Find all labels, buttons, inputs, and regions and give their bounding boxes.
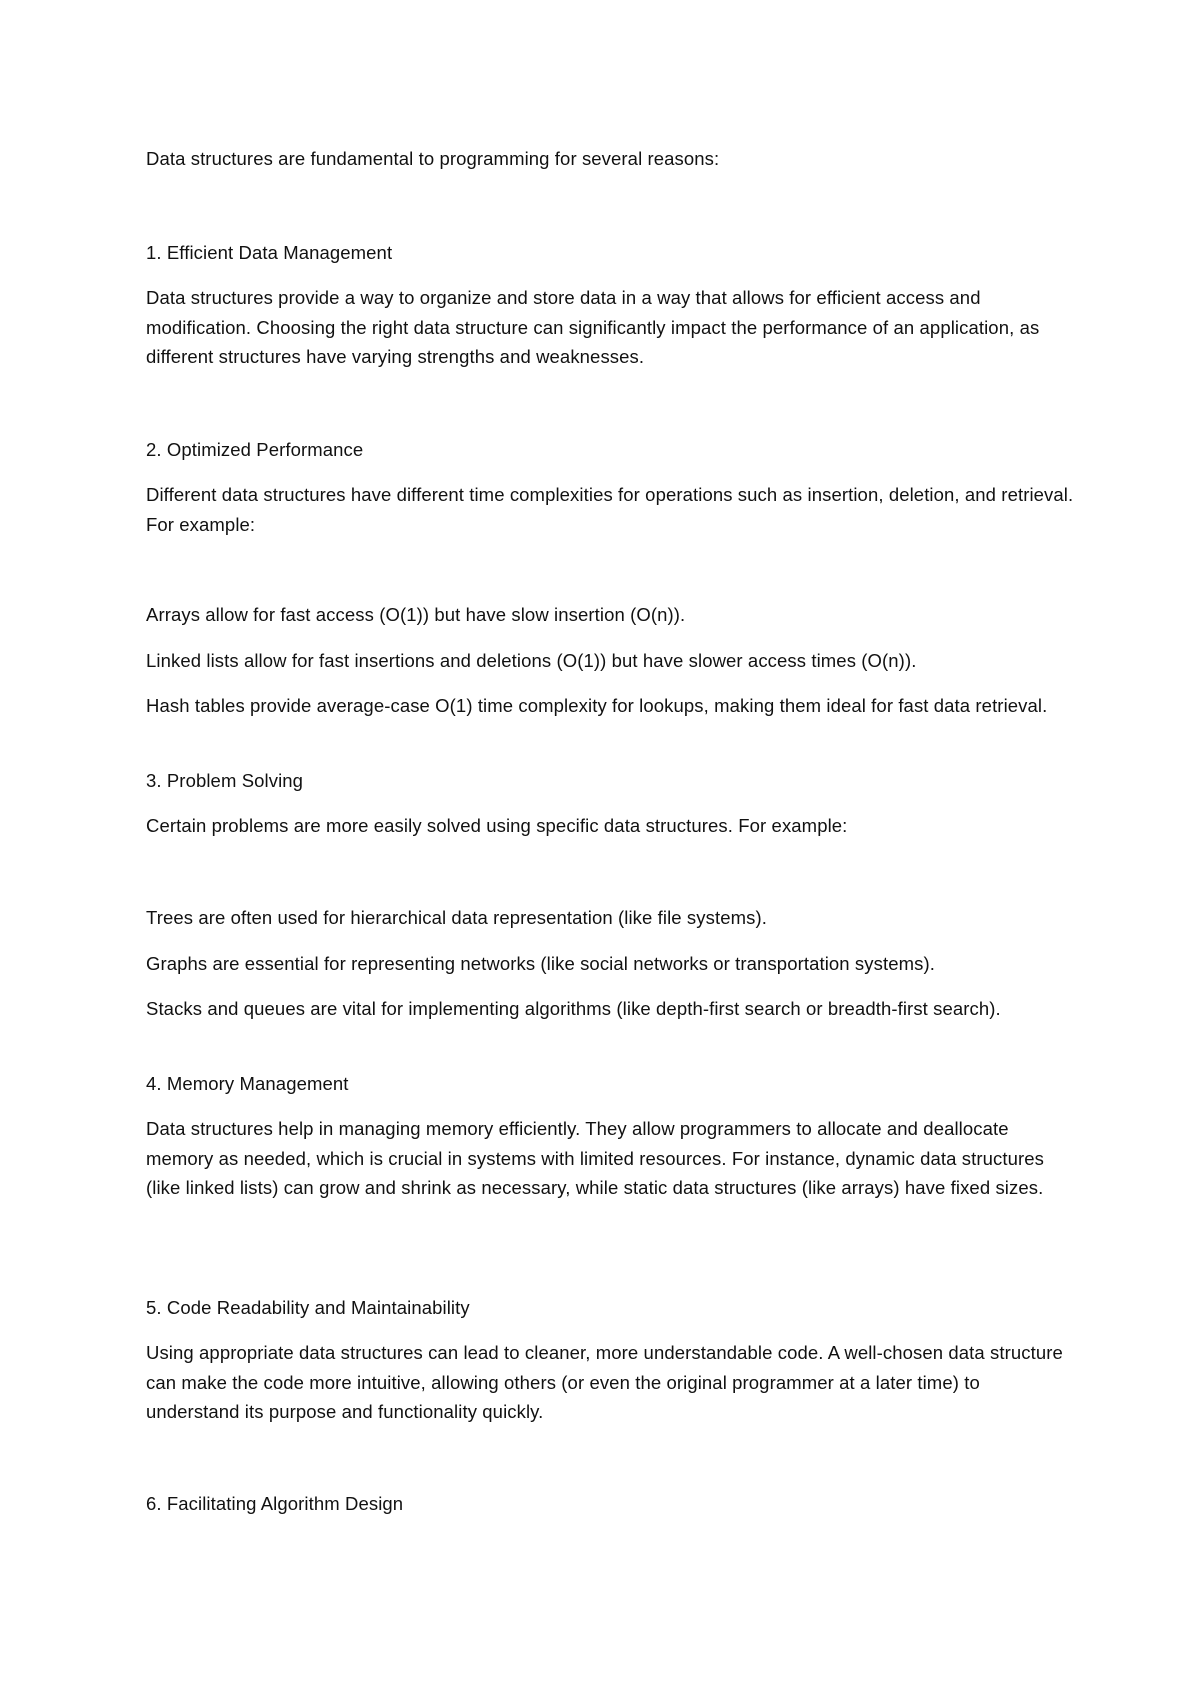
list-item: Graphs are essential for representing networks (like social networks or transportation systems). <box>146 953 935 974</box>
intro-paragraph: Data structures are fundamental to programming for several reasons: <box>146 148 720 169</box>
section-heading-facilitating-algorithm-design: 6. Facilitating Algorithm Design <box>146 1493 404 1514</box>
list-item: Linked lists allow for fast insertions and deletions (O(1)) but have slower access times (O(n)). <box>146 650 917 671</box>
section-heading-optimized-performance: 2. Optimized Performance <box>146 439 364 460</box>
list-item: Trees are often used for hierarchical data representation (like file systems). <box>146 907 767 928</box>
list-item: Hash tables provide average-case O(1) time complexity for lookups, making them ideal for fast data retrieval. <box>146 695 1048 716</box>
section-paragraph: Different data structures have different time complexities for operations such as insertion, deletion, and retrieval. For example: <box>146 484 1074 535</box>
section-paragraph: Certain problems are more easily solved using specific data structures. For example: <box>146 815 848 836</box>
list-item: Arrays allow for fast access (O(1)) but have slow insertion (O(n)). <box>146 604 686 625</box>
section-heading-code-readability: 5. Code Readability and Maintainability <box>146 1297 470 1318</box>
section-paragraph: Data structures help in managing memory efficiently. They allow programmers to allocate and deallocate memory as needed, which is crucial in systems with limited resources. For instance, dynamic data structures (like linked lists) can grow and shrink as necessary, while static data structures (like arrays) have fixed sizes. <box>146 1118 1045 1198</box>
section-heading-memory-management: 4. Memory Management <box>146 1073 349 1094</box>
section-heading-problem-solving: 3. Problem Solving <box>146 770 304 791</box>
section-paragraph: Using appropriate data structures can lead to cleaner, more understandable code. A well-chosen data structure can make the code more intuitive, allowing others (or even the original programmer at a later time) to understand its purpose and functionality quickly. <box>146 1342 1063 1422</box>
list-item: Stacks and queues are vital for implementing algorithms (like depth-first search or breadth-first search). <box>146 998 1001 1019</box>
section-paragraph: Data structures provide a way to organize and store data in a way that allows for efficient access and modification. Choosing the right data structure can significantly impact the performance of an application, as different structures have varying strengths and weaknesses. <box>146 287 1040 367</box>
section-heading-efficient-data-management: 1. Efficient Data Management <box>146 242 393 263</box>
